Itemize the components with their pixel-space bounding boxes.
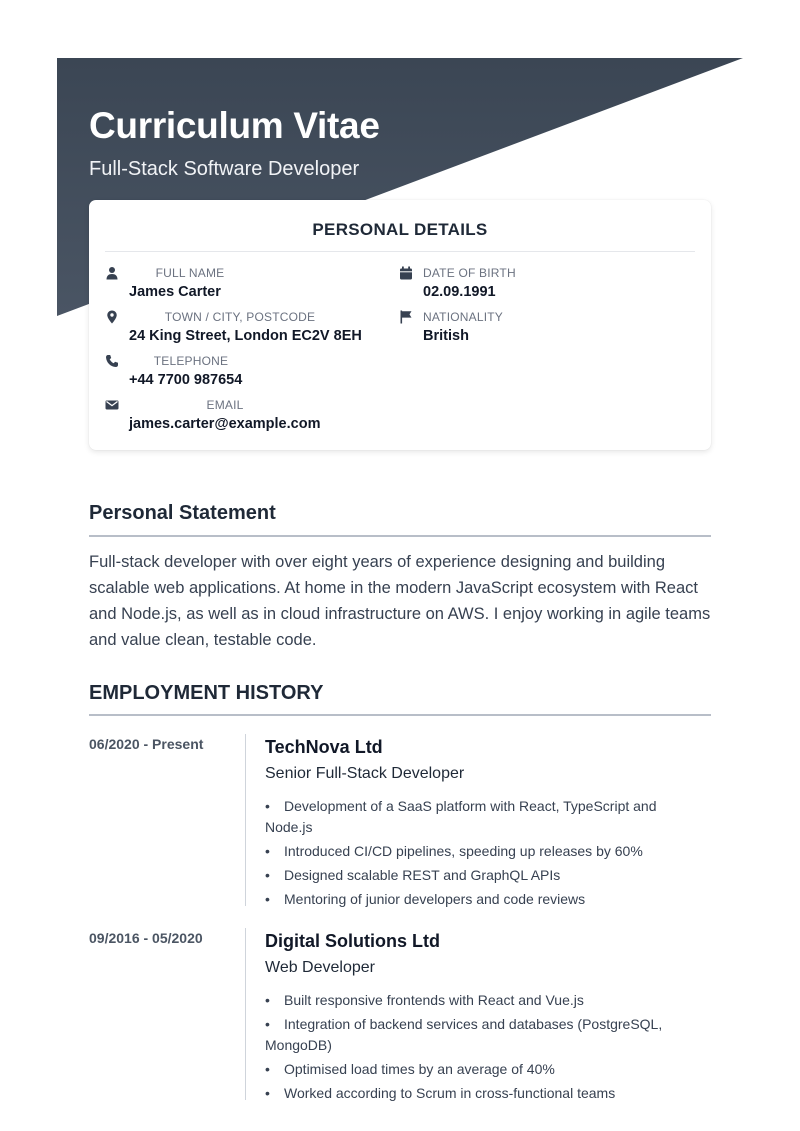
address-label: TOWN / CITY, POSTCODE <box>164 310 316 324</box>
personal-statement-heading: Personal Statement <box>89 502 276 524</box>
bullet-icon: • <box>265 890 270 907</box>
bullet-icon: • <box>265 798 270 814</box>
job-bullets <box>265 990 705 1107</box>
document-title: Curriculum Vitae <box>89 105 380 146</box>
section-rule <box>89 714 711 716</box>
job-bullets <box>265 796 705 913</box>
date-of-birth-value: 02.09.1991 <box>423 284 496 300</box>
full-name-label: FULL NAME <box>155 266 225 280</box>
list-item: • Introduced CI/CD pipelines, speeding up releases by 60% <box>265 841 705 862</box>
list-item: • Worked according to Scrum in cross-functional teams <box>265 1083 705 1104</box>
calendar-icon <box>399 266 413 280</box>
bullet-icon: • <box>265 1084 270 1101</box>
bullet-icon: • <box>265 1016 270 1032</box>
telephone-label: TELEPHONE <box>153 354 229 368</box>
location-pin-icon <box>105 310 119 324</box>
list-item: • Designed scalable REST and GraphQL APIs <box>265 865 705 886</box>
job-company: TechNova Ltd <box>265 737 383 757</box>
list-item: • Optimised load times by an average of 40% <box>265 1059 705 1080</box>
date-of-birth-label: DATE OF BIRTH <box>423 266 516 280</box>
job-dates: 09/2016 - 05/2020 <box>89 930 203 946</box>
job-entry <box>89 928 711 1100</box>
bullet-icon: • <box>265 866 270 883</box>
employment-history-heading: EMPLOYMENT HISTORY <box>89 682 324 704</box>
list-item: • Mentoring of junior developers and code reviews <box>265 889 705 910</box>
email-value[interactable]: james.carter@example.com <box>129 416 321 432</box>
timeline-divider <box>245 928 246 1100</box>
timeline-divider <box>245 734 246 906</box>
job-dates: 06/2020 - Present <box>89 736 204 752</box>
nationality-value: British <box>423 328 469 344</box>
job-role: Web Developer <box>265 959 375 976</box>
list-item: • Integration of backend services and databases (PostgreSQL, MongoDB) <box>265 1016 663 1053</box>
personal-details-card <box>89 200 711 450</box>
bullet-icon: • <box>265 842 270 859</box>
list-item: • Development of a SaaS platform with React, TypeScript and Node.js <box>265 798 657 835</box>
address-value: 24 King Street, London EC2V 8EH <box>129 328 362 344</box>
flag-icon <box>399 310 413 324</box>
full-name-value: James Carter <box>129 284 221 300</box>
personal-statement-text: Full-stack developer with over eight years of experience designing and building scalable web applications. At home in the modern JavaScript ecosystem with React and Node.js, as well as in cloud infrastructure on AWS. I enjoy working in agile teams and value clean, testable code. <box>89 553 711 649</box>
nationality-label: NATIONALITY <box>423 310 503 324</box>
email-label: EMAIL <box>206 398 244 412</box>
job-entry <box>89 734 711 906</box>
job-company: Digital Solutions Ltd <box>265 931 440 951</box>
section-rule <box>89 535 711 537</box>
card-divider <box>105 251 695 252</box>
document-subtitle: Full-Stack Software Developer <box>89 158 360 180</box>
list-item: • Built responsive frontends with React and Vue.js <box>265 990 705 1011</box>
bullet-icon: • <box>265 992 270 1008</box>
personal-details-heading: PERSONAL DETAILS <box>312 220 488 239</box>
job-role: Senior Full-Stack Developer <box>265 765 465 782</box>
bullet-icon: • <box>265 1060 270 1077</box>
telephone-value: +44 7700 987654 <box>129 372 243 388</box>
envelope-icon <box>105 398 119 412</box>
